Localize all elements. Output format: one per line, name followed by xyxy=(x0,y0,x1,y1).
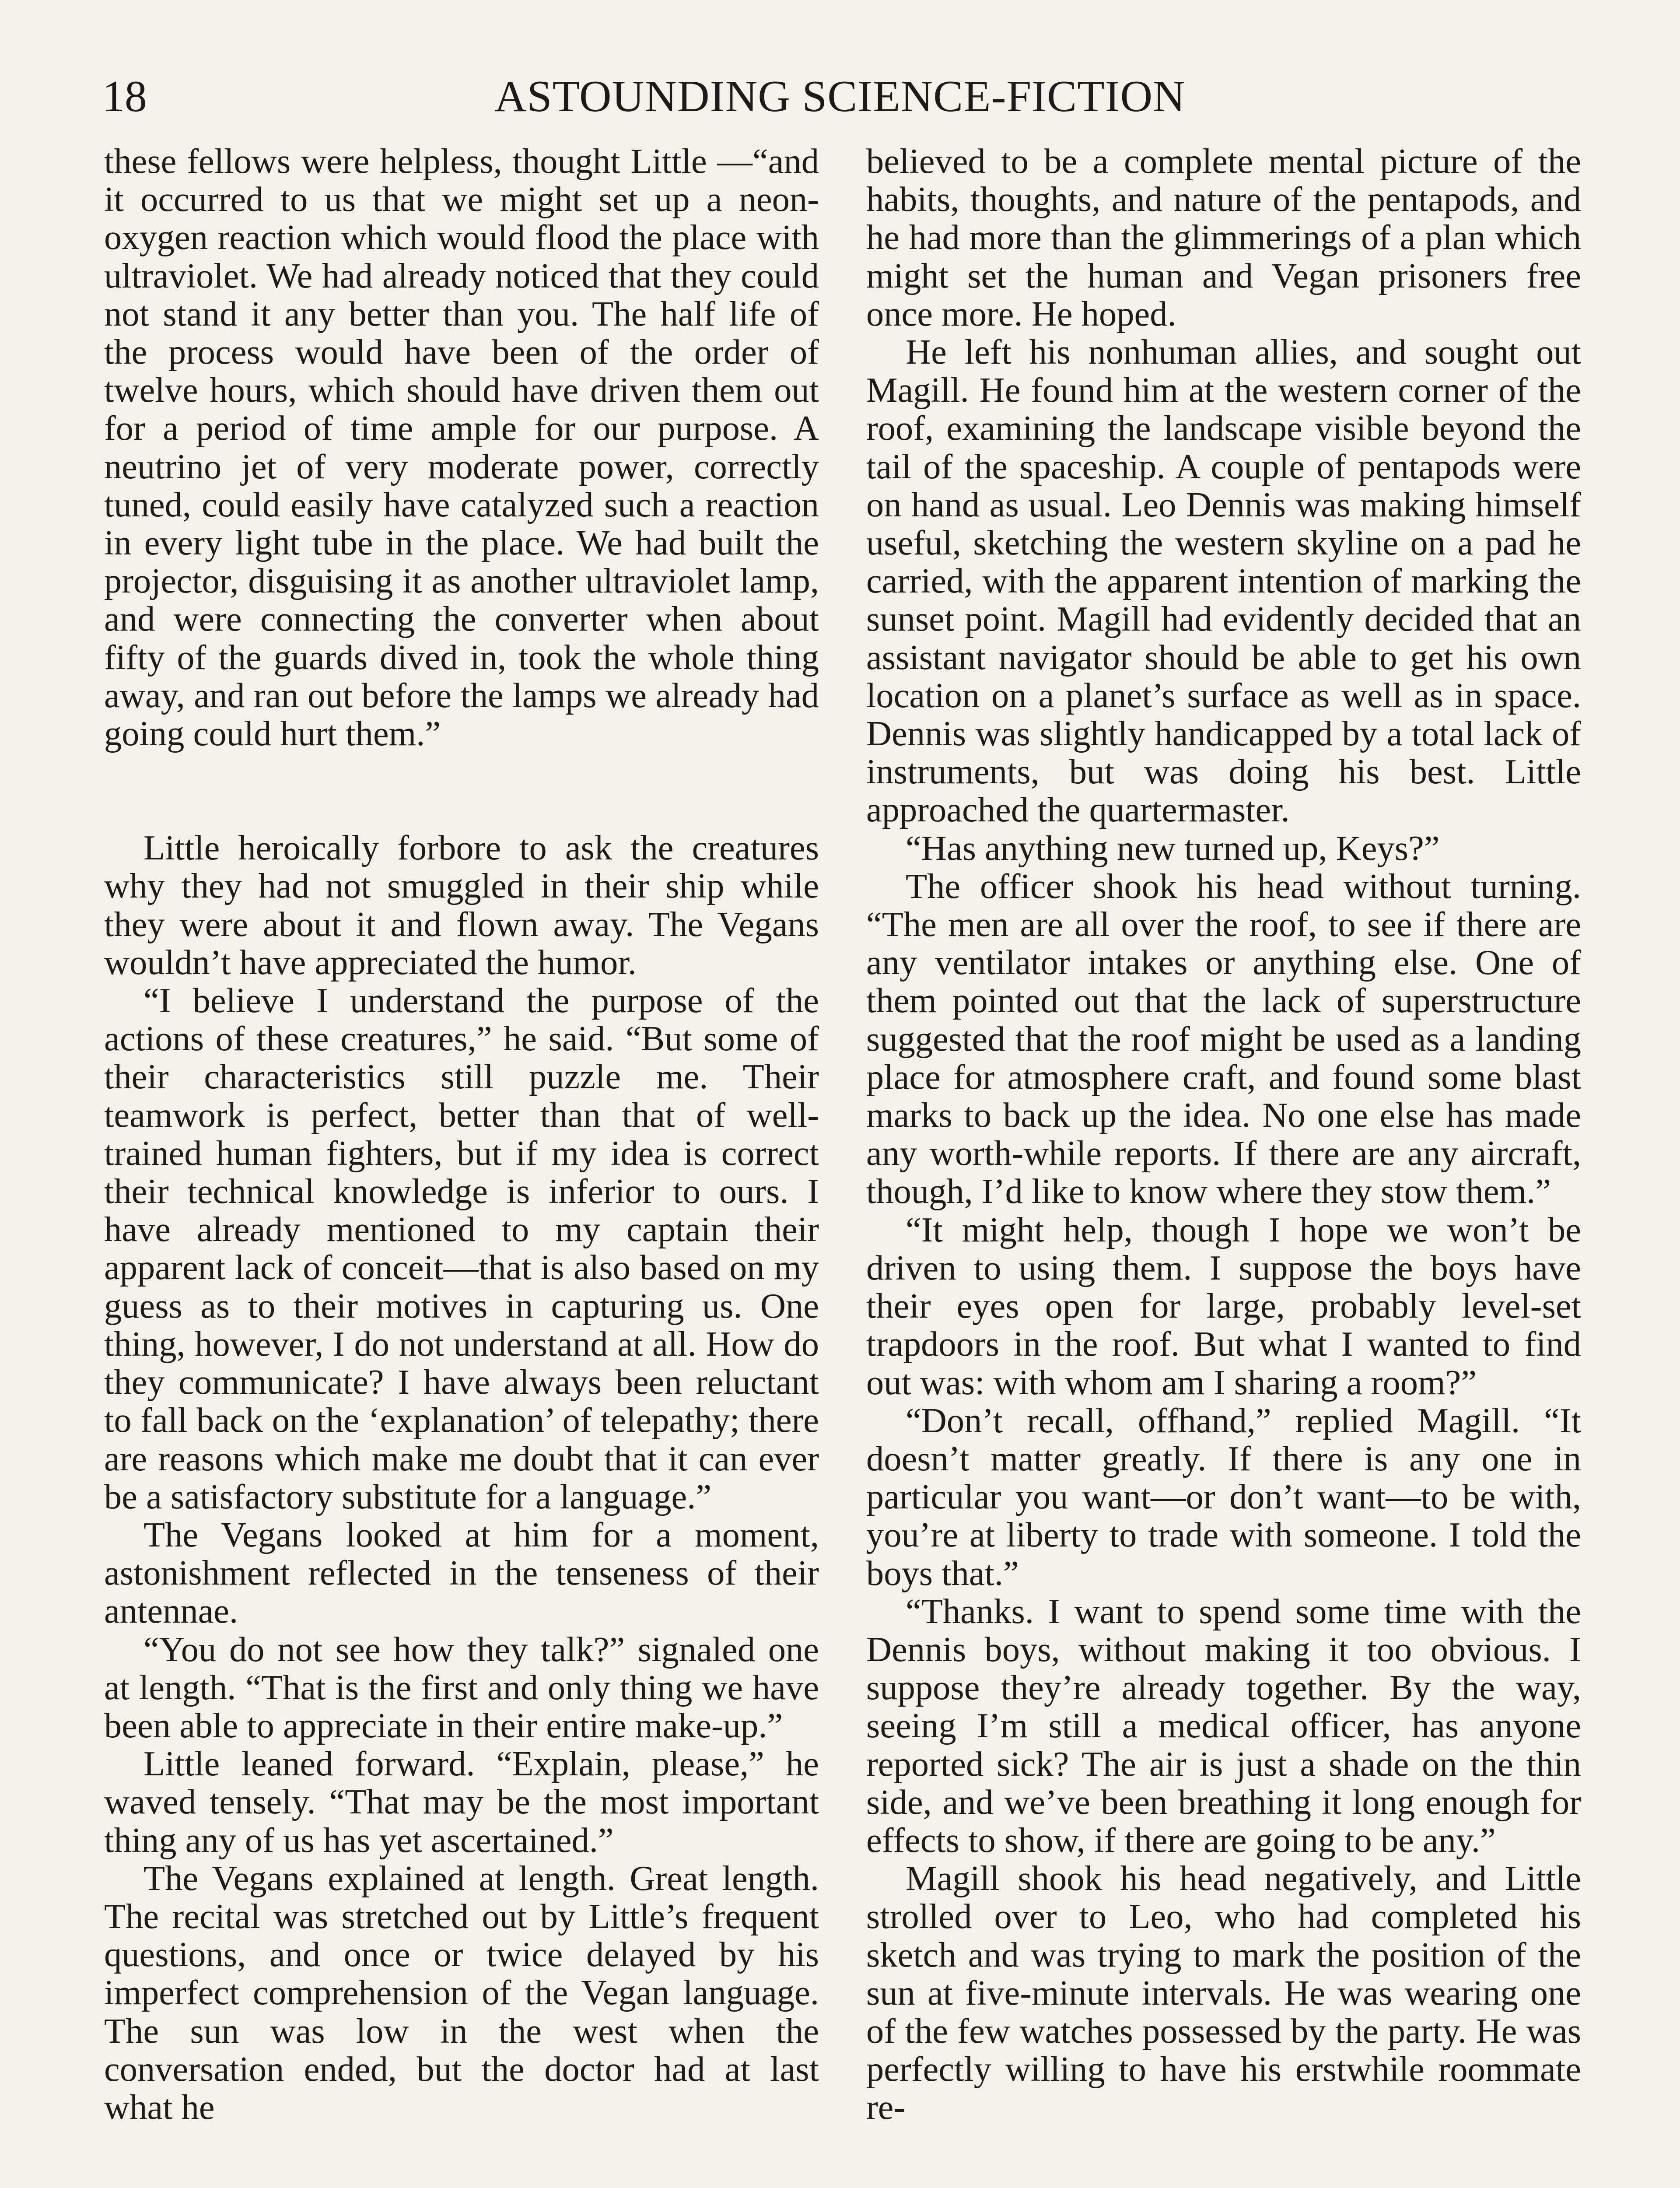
story-paragraph: The Vegans looked at him for a moment, astonishment reflected in the tenseness of their antennae. xyxy=(104,1515,819,1631)
story-paragraph: “Has anything new turned up, Keys?” xyxy=(906,828,1440,868)
story-paragraph: “Don’t recall, offhand,” replied Magill. “It doesn’t matter greatly. If there is any one in particular you want—or don’t want—to be with, you’re at liberty to trade with someone. I told the boys that.” xyxy=(866,1401,1581,1593)
story-paragraph: The officer shook his head without turning. “The men are all over the roof, to see if there are any ventilator intakes or anything else. One of them pointed out that the lack of superstructure suggested that the roof might be used as a landing place for atmosphere craft, and found some blast marks to back up the idea. No one else has made any worth-while reports. If there are any aircraft, though, I’d like to know where they stow them.” xyxy=(866,866,1581,1211)
story-paragraph: “You do not see how they talk?” signaled one at length. “That is the first and only thing we have been able to appreciate in their entire make-up.” xyxy=(104,1630,819,1745)
story-paragraph: “It might help, though I hope we won’t be driven to using them. I suppose the boys have their eyes open for large, probably level-set trapdoors in the roof. But what I wanted to find out was: with whom am I sharing a room?” xyxy=(866,1210,1581,1402)
story-paragraph: believed to be a complete mental picture of the habits, thoughts, and nature of the pentapods, and he had more than the glimmerings of a plan which might set the human and Vegan prisoners free once more. He hoped. xyxy=(866,142,1581,333)
story-paragraph: He left his nonhuman allies, and sought out Magill. He found him at the western corner of the roof, examining the landscape visible beyond the tail of the spaceship. A couple of pentapods were on hand as usual. Leo Dennis was making himself useful, sketching the western skyline on a pad he carried, with the apparent intention of marking the sunset point. Magill had evidently decided that an assistant navigator should be able to get his own location on a planet’s surface as well as in space. Dennis was slightly handicapped by a total lack of instruments, but was doing his best. Little approached the quartermaster. xyxy=(866,333,1581,830)
right-text-column xyxy=(866,142,1581,2127)
story-paragraph: these fellows were helpless, thought Little —“and it occurred to us that we might set up a neon-oxygen reaction which would flood the place with ultraviolet. We had already noticed that they could not stand it any better than you. The half life of the process would have been of the order of twelve hours, which should have driven them out for a period of time ample for our purpose. A neutrino jet of very moderate power, correctly tuned, could easily have catalyzed such a reaction in every light tube in the place. We had built the projector, disguising it as another ultraviolet lamp, and were connecting the converter when about fifty of the guards dived in, took the whole thing away, and ran out before the lamps we already had going could hurt them.” xyxy=(104,142,819,754)
story-paragraph: “Thanks. I want to spend some time with the Dennis boys, without making it too obvious. I suppose they’re already together. By the way, seeing I’m still a medical officer, has anyone reported sick? The air is just a shade on the thin side, and we’ve been breathing it long enough for effects to show, if there are going to be any.” xyxy=(866,1592,1581,1860)
story-paragraph: The Vegans explained at length. Great length. The recital was stretched out by Little’s frequent questions, and once or twice delayed by his imperfect comprehension of the Vegan language. The sun was low in the west when the conversation ended, but the doctor had at last what he xyxy=(104,1858,819,2127)
story-paragraph: Little leaned forward. “Explain, please,” he waved tensely. “That may be the most important thing any of us has yet ascertained.” xyxy=(104,1744,819,1860)
left-text-column xyxy=(104,142,819,2126)
magazine-title: ASTOUNDING SCIENCE-FICTION xyxy=(494,72,1186,121)
story-paragraph: Magill shook his head negatively, and Little strolled over to Leo, who had completed his sketch and was trying to mark the position of the sun at five-minute intervals. He was wearing one of the few watches possessed by the party. He was perfectly willing to have his erstwhile roommate re- xyxy=(866,1859,1581,2127)
page-number: 18 xyxy=(102,72,147,121)
story-paragraph: Little heroically forbore to ask the creatures why they had not smuggled in their ship while they were about it and flown away. The Vegans wouldn’t have appreciated the humor. xyxy=(104,828,819,982)
story-paragraph: “I believe I understand the purpose of the actions of these creatures,” he said. “But some of their characteristics still puzzle me. Their teamwork is perfect, better than that of well-trained human fighters, but if my idea is correct their technical knowledge is inferior to ours. I have already mentioned to my captain their apparent lack of conceit—that is also based on my guess as to their motives in capturing us. One thing, however, I do not understand at all. How do they communicate? I have always been reluctant to fall back on the ‘explanation’ of telepathy; there are reasons which make me doubt that it can ever be a satisfactory substitute for a language.” xyxy=(104,981,819,1516)
